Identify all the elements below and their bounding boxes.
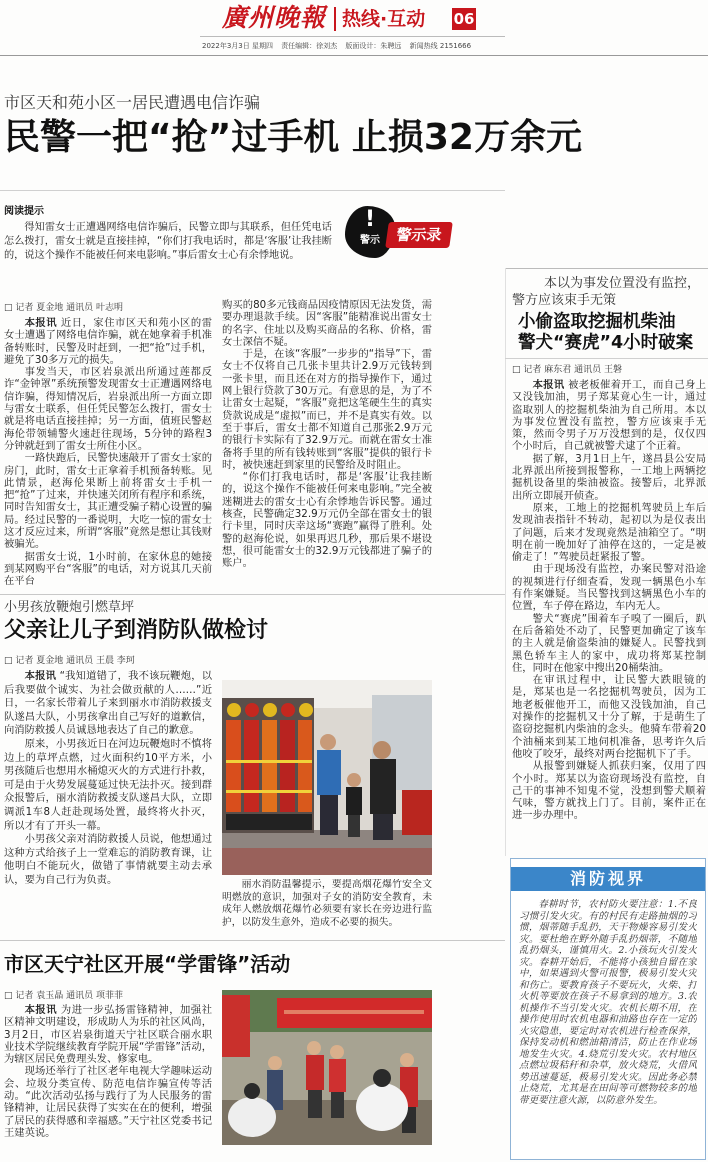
paragraph: “你们打我电话时，都是‘客服’让我挂断的，说这个操作不能被任何来电影响。”完全被迷糊进去的雷女士心有余悸地告诉民警。通过核查，民警确定32.9万元仍全部在雷女士的银行卡里，同时庆幸这场“赛跑”赢得了胜利。处警的赵海伦说，如果再迟几秒，那后果不堪设想，很可能雷女士的32.9万元钱都进了骗子的账户。 [222, 471, 432, 570]
article3-body [4, 670, 212, 934]
header-rule [0, 55, 708, 56]
badge-label: 警示录 [385, 222, 453, 248]
article2-body [512, 379, 706, 851]
article4-body [4, 1004, 212, 1158]
article2-byline: □ 记者 麻东君 通讯员 王磐 [512, 365, 622, 375]
article2-headline [518, 312, 706, 354]
paragraph: 在审讯过程中，让民警大跌眼镜的是，郑某也是一名挖掘机驾驶员，因为工地老板催他开工，而他又没钱加油，自己对操作的挖掘机又十分了解，于是萌生了盗窃挖掘机内柴油的念头。他骑车带着20个油桶来到某工地伺机准备，思考许久后他咬了咬牙，最终对两台挖掘机下了手。 [512, 674, 706, 760]
lead-label: 本报讯 [532, 379, 565, 391]
paragraph-text: 为进一步弘扬雷锋精神，加强社区精神文明建设，形成助人为乐的社区风尚，3月2日，市区岩泉街道天宁社区联合丽水职业技术学院继续教育学院开展“学雷锋”活动，为辖区居民免费理头发、修家电。 [4, 1004, 212, 1066]
paragraph [512, 379, 706, 453]
volunteer-activity-photo-image [222, 990, 432, 1145]
paragraph: 据了解，3月1日上午，遂昌县公安局北界派出所接到报警称，一工地上两辆挖掘机设备里的柴油被盗。接警后，北界派出所立即展开侦查。 [512, 452, 706, 502]
masthead-rule [200, 36, 505, 37]
paragraph-text: 近日，家住市区天和苑小区的雷女士遭遇了网络电信诈骗，就在她拿着手机准备转账时，民警及时赶到，一把“抢”过手机，避免了30多万元的损失。 [4, 317, 212, 366]
lead-label: 本报讯 [24, 1004, 58, 1016]
fire-safety-box-title: 消防视界 [511, 867, 705, 891]
paragraph-text: 被老板催着开工，而自己身上又没钱加油，男子郑某竟心生一计，通过盗取别人的挖掘机柴油为自己所用。本以为事发位置没有监控，警方应该束手无策，然而令男子万万没想到的是，仅仅四个小时后，自己就被警犬逮了个正着。 [512, 379, 706, 453]
paragraph [4, 1004, 212, 1065]
fire-safety-box [510, 858, 706, 1160]
designer-credit: 版面设计：朱聘远 [345, 42, 402, 50]
volunteer-activity-photo [222, 990, 432, 1145]
issue-date: 2022年3月3日 星期四 [202, 42, 273, 50]
article1-column-2 [222, 299, 432, 591]
paragraph: 于是，在该“客服”一步步的“指导”下，雷女士不仅将自己几张卡里共计2.9万元钱转到一张卡里，而且还在对方的指导操作下，通过网上银行贷款了30万元。有意思的是，为了不让雷女士起疑，“客服”竟把这笔硬生生的真实贷款说成是“虚拟”而已，并不是真实有效。以至于事后，雷女士都不知道自己那张2.9万元的银行卡实际有了32.9万元。而就在雷女士准备将手里的所有钱转账到“客服”提供的银行卡时，被快速赶到家里的民警给及时阻止。 [222, 348, 432, 471]
paragraph [4, 317, 212, 366]
section-divider [0, 940, 505, 941]
masthead-divider [334, 7, 336, 31]
paragraph-text: “我知道错了，我不该玩鞭炮，以后我要做个诚实、为社会做贡献的人……”近日，一名家长带着儿子来到丽水市消防救援支队遂昌大队，小男孩拿出自己写好的道歉信，向消防救援人员诚恳地表达了自己的歉意。 [4, 670, 212, 737]
article2-headline-line: 警犬“赛虎”4小时破案 [518, 333, 694, 353]
article3-kicker: 小男孩放鞭炮引燃草坪 [4, 600, 135, 615]
news-hotline: 新闻热线 2151666 [409, 42, 472, 50]
lead-label: 本报讯 [24, 670, 57, 682]
badge-icon-label: 警示 [360, 235, 380, 246]
article2-kicker [512, 275, 706, 309]
paragraph: 原来，小男孩近日在河边玩鞭炮时不慎将边上的草坪点燃，过火面积约10平方米，小男孩随后也想用水桶熄灭火的方式进行扑救，可是由于火势发展蔓延过快无法扑灭。接到群众报警后，丽水消防救援支队遂昌大队，立即调派1车8人赶赴现场处置，最终将火扑灭，所以才有了开头一幕。 [4, 737, 212, 832]
section-title: 热线·互动 [342, 8, 426, 30]
fire-station-photo [222, 680, 432, 875]
page-number-badge: 06 [453, 10, 475, 28]
paragraph: 小男孩父亲对消防救援人员说，他想通过这种方式给孩子上一堂难忘的消防教育课，让他明白不能玩火，做错了事情就要主动去承认，要为自己行为负责。 [4, 833, 212, 886]
fire-station-photo-image [222, 680, 432, 875]
headline-rule [0, 190, 505, 191]
article1-kicker: 市区天和苑小区一居民遭遇电信诈骗 [4, 93, 261, 112]
article1-byline: □ 记者 夏金地 通讯员 叶志明 [4, 303, 123, 313]
reading-tip-label: 阅读提示 [4, 206, 44, 217]
exclamation-icon: ! [364, 207, 376, 232]
paragraph: 事发当天，市区岩泉派出所通过莲都反诈“金钟罩”系统预警发现雷女士正遭遇网络电信诈骗，得知情况后，岩泉派出所一方面立即与雷女士联系，但任凭民警怎么拨打，雷女士就是将电话直接挂掉；另一方面，值班民警赵海伦带领辅警火速赶往现场，5分钟的路程3分钟就赶到了雷女士所住小区。 [4, 366, 212, 452]
article3-byline: □ 记者 夏金地 通讯员 王晨 李珂 [4, 656, 135, 666]
article2-headline-line: 小偷盗取挖掘机柴油 [518, 312, 676, 332]
article1-headline: 民警一把“抢”过手机 止损32万余元 [4, 117, 582, 158]
reading-tip-text: 得知雷女士正遭遇网络电信诈骗后，民警立即与其联系，但任凭电话怎么拨打，雷女士就是直接挂掉，“你们打我电话时，都是‘客服’让我挂断的，说这个操作不能被任何来电影响。”事后雷女士心有余悸地说。 [4, 222, 332, 261]
article4-byline: □ 记者 袁玉晶 通讯员 项菲菲 [4, 991, 123, 1001]
dateline [202, 41, 477, 51]
article3-headline: 父亲让儿子到消防队做检讨 [4, 618, 269, 643]
article4-headline: 市区天宁社区开展“学雷锋”活动 [4, 952, 291, 976]
byline-rule [505, 358, 708, 359]
paragraph: 购买的80多元钱商品因疫情原因无法发货，需要办理退款手续。因“客服”能精准说出雷女士的名字、住址以及购买商品的名称、价格，雷女士深信不疑。 [222, 299, 432, 348]
paragraph [4, 670, 212, 738]
lead-label: 本报讯 [24, 317, 58, 329]
article1-column-1 [4, 317, 212, 591]
fire-safety-box-text: 春耕时节，农村防火要注意：1.不良习惯引发火灾。有的村民有走路抽烟的习惯，烟蒂随手乱扔，天干物燥容易引发火灾。要杜绝在野外随手乱扔烟蒂，不随地乱扔烟头，谨慎用火。2.小孩玩火引发火灾。春耕开始后，不能将小孩独自留在家中，如果遇到火警可报警，极易引发火灾和伤亡。要教育孩子不要玩火，火柴、打火机等要放在孩子不易拿到的地方。3.农机操作不当引发火灾。农机长期不用，在操作使用时农机电器和油路也存在一定的火灾隐患，要定时对农机进行检查保养，保持发动机和燃油箱清洁，防止在作业场地发生火灾。4.烧荒引发火灾。农村地区点燃垃圾秸秆和杂草，放火烧荒，火借风势迅速蔓延，极易引发火灾。因此务必禁止烧荒，尤其是在田间等可燃物较多的地带更要注意火源，以防意外发生。 [519, 899, 697, 1106]
paragraph: 原来，工地上的挖掘机驾驶员上车后发现油表指针不转动，起初以为是仪表出了问题，后来才发现竟然是油箱空了。“明明在前一晚加好了油停在这的，一定是被偷走了！”驾驶员赶紧报了警。 [512, 501, 706, 564]
photo-caption: 丽水消防温馨提示，要提高烟花爆竹安全文明燃放的意识，加强对子女的消防安全教育，未成年人燃放烟花爆竹必须要有家长在旁边进行监护，以防发生意外，造成不必要的损失。 [222, 879, 432, 928]
paragraph: 从报警到嫌疑人抓获归案，仅用了四个小时。郑某以为盗窃现场没有监控，自己干的事神不知鬼不觉，没想到警犬顺着气味，警方就找上门了。目前，案件正在进一步办理中。 [512, 760, 706, 822]
paragraph: 一路快跑后，民警快速敲开了雷女士家的房门，此时，雷女士正拿着手机预备转账。见此情景，赵海伦果断上前将雷女士手机一把“抢”了过来，并快速关闭所有程序和系统，同时告知雷女士，其正遭受骗子精心设置的骗局。经过民警的一番说明，大吃一惊的雷女士这才反应过来，所谓“客服”竟然是想让其钱财被骗光。 [4, 452, 212, 551]
paragraph: 现场还举行了社区老年电视大学趣味运动会、垃圾分类宣传、防范电信诈骗宣传等活动。“此次活动弘扬与践行了为人民服务的雷锋精神，让居民获得了实实在在的便利，增强了居民的获得感和幸福感。”天宁社区党委书记王建英说。 [4, 1065, 212, 1139]
newspaper-logo: 廣州晚報 [222, 3, 327, 32]
paragraph: 据雷女士说，1小时前，在家休息的她接到某网购平台“客服”的电话，对方说其几天前在平台 [4, 550, 212, 588]
paragraph: 由于现场没有监控，办案民警对沿途的视频进行仔细查看，发现一辆黑色小车有作案嫌疑。当民警找到这辆黑色小车的位置，车子停在路边，车内无人。 [512, 563, 706, 613]
article2-kicker-line: 警方应该束手无策 [512, 293, 617, 308]
paragraph: 警犬“赛虎”围着车子嗅了一圈后，趴在后备箱处不动了，民警更加确定了该车的主人就是偷盗柴油的嫌疑人。民警找到黑色轿车主人的家中，成功将郑某控制住，同时在他家中搜出20桶柴油。 [512, 612, 706, 674]
right-column-rule [505, 268, 708, 269]
warning-column-badge [345, 206, 453, 258]
editor-credit: 责任编辑：徐刘杰 [281, 42, 338, 50]
article2-kicker-line: 本以为事发位置没有监控， [544, 276, 701, 291]
column-divider [505, 268, 506, 856]
section-divider [0, 594, 505, 595]
